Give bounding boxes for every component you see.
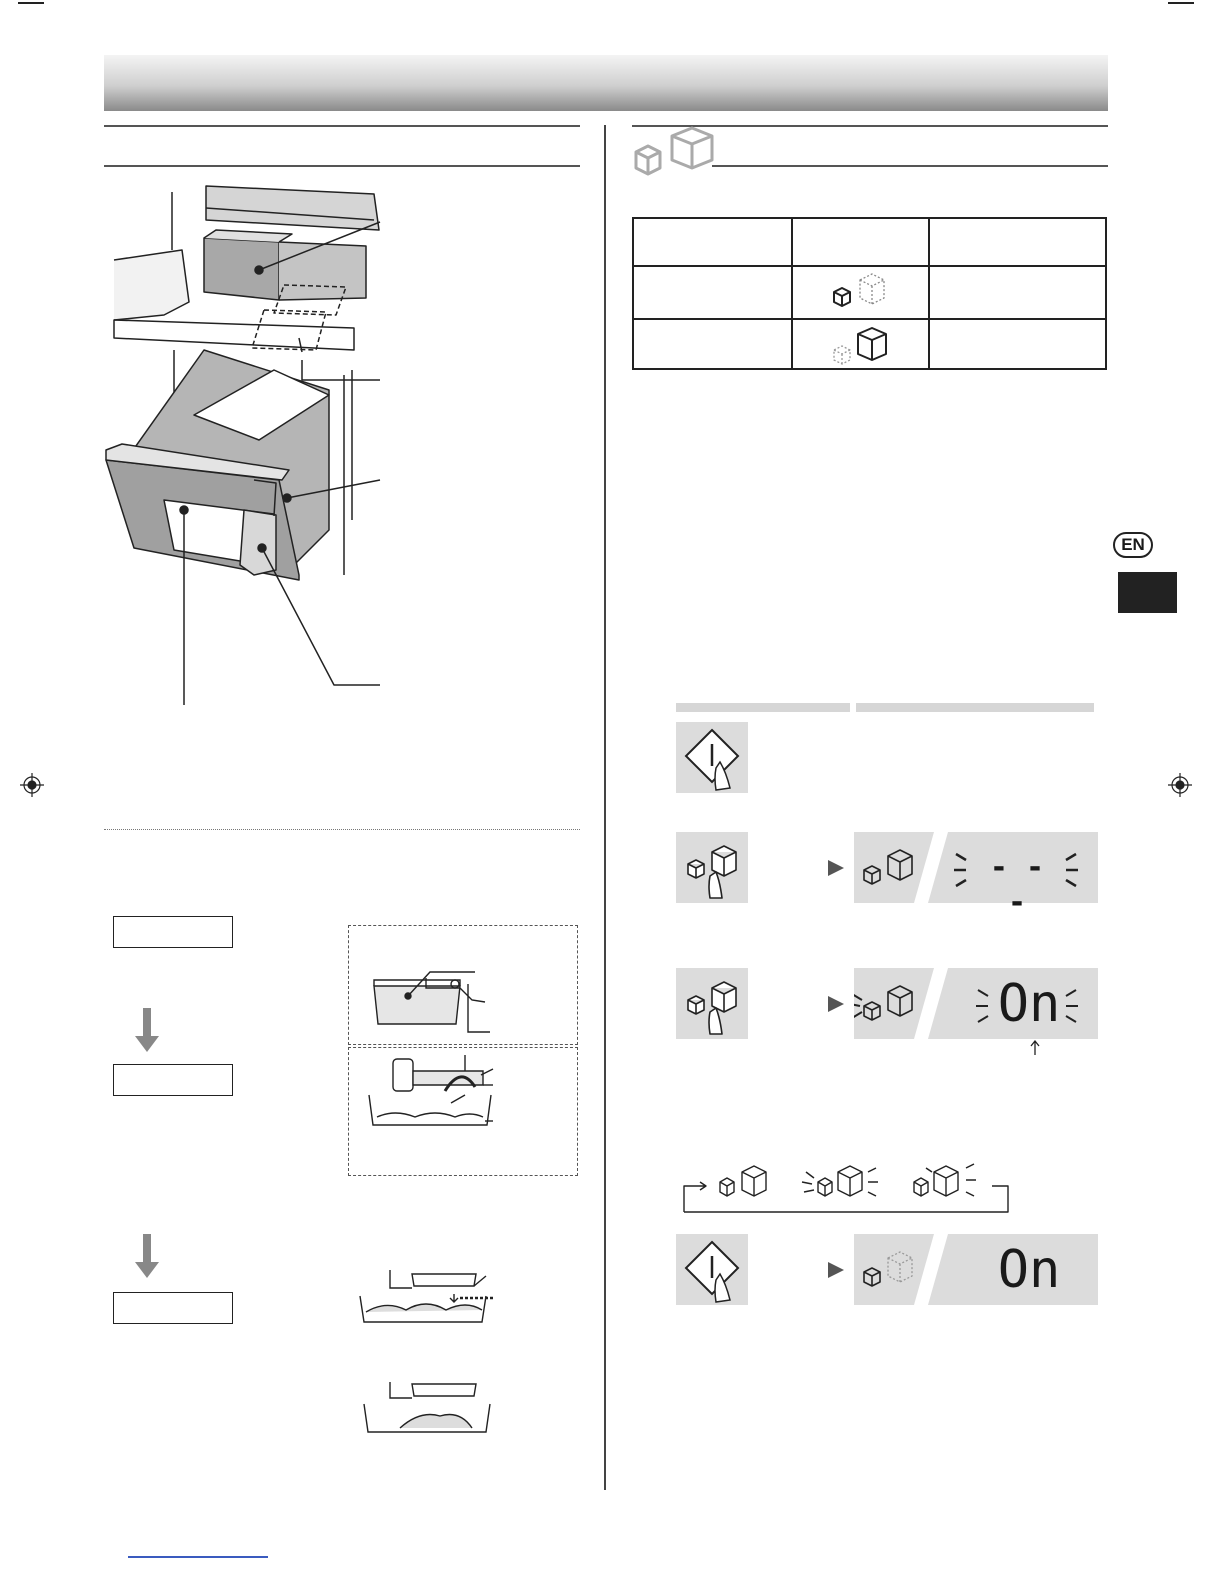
ice-display-step3: [854, 968, 1098, 1039]
play-arrow-icon: [826, 994, 846, 1014]
column-divider: [604, 125, 606, 1490]
flow-step-box: [113, 1292, 233, 1324]
registration-mark-icon: [20, 773, 44, 797]
freezer-drawer-illustration: [104, 180, 404, 710]
registration-mark-icon: [1168, 773, 1192, 797]
table-row-divider: [634, 265, 1105, 267]
ice-touch-button-icon[interactable]: [676, 968, 748, 1039]
ice-button-panel: [676, 968, 748, 1039]
ice-button-panel: [676, 832, 748, 903]
water-tank-diagram: [360, 960, 490, 1035]
play-arrow-icon: [826, 1260, 846, 1280]
power-button-panel: [676, 1234, 748, 1305]
step-header-bar: [676, 703, 850, 712]
power-touch-button-icon[interactable]: [676, 722, 748, 793]
flow-step-box: [113, 916, 233, 948]
table-col-divider: [928, 219, 930, 368]
step-header-bar: [856, 703, 1094, 712]
header-band: [104, 55, 1108, 111]
flow-step-box: [113, 1064, 233, 1096]
down-arrow-icon: [134, 1008, 160, 1054]
table-col-divider: [791, 219, 793, 368]
large-ice-mode-icon: [830, 326, 894, 368]
display-readout-on: On: [997, 974, 1061, 1034]
crop-mark: [1168, 2, 1194, 4]
dotted-separator: [104, 829, 580, 830]
ice-mode-cycle-diagram: [682, 1160, 1012, 1214]
section-rule: [712, 165, 1108, 167]
ice-display-step2: [854, 832, 1098, 920]
ice-cube-heading-icon: [630, 124, 716, 178]
ice-making-diagram: [365, 1055, 495, 1135]
language-badge: EN: [1113, 532, 1153, 558]
section-side-tab: [1118, 572, 1177, 613]
ice-mode-table: [632, 217, 1107, 370]
down-arrow-icon: [134, 1234, 160, 1280]
table-row-divider: [634, 318, 1105, 320]
footer-link-underline[interactable]: [128, 1556, 268, 1558]
ice-bin-full-diagram: [356, 1268, 496, 1328]
power-button-panel: [676, 722, 748, 793]
display-readout-dashes: - - -: [989, 850, 1045, 920]
pointer-arrow-icon: [1028, 1040, 1042, 1056]
section-rule: [104, 125, 580, 127]
ice-display-step4: [854, 1234, 1098, 1305]
ice-bin-partial-diagram: [360, 1380, 500, 1438]
section-rule: [104, 165, 580, 167]
power-touch-button-icon[interactable]: [676, 1234, 748, 1305]
display-readout-on: On: [997, 1240, 1061, 1300]
ice-touch-button-icon[interactable]: [676, 832, 748, 903]
small-ice-mode-icon: [830, 272, 894, 314]
crop-mark: [18, 2, 44, 4]
play-arrow-icon: [826, 858, 846, 878]
